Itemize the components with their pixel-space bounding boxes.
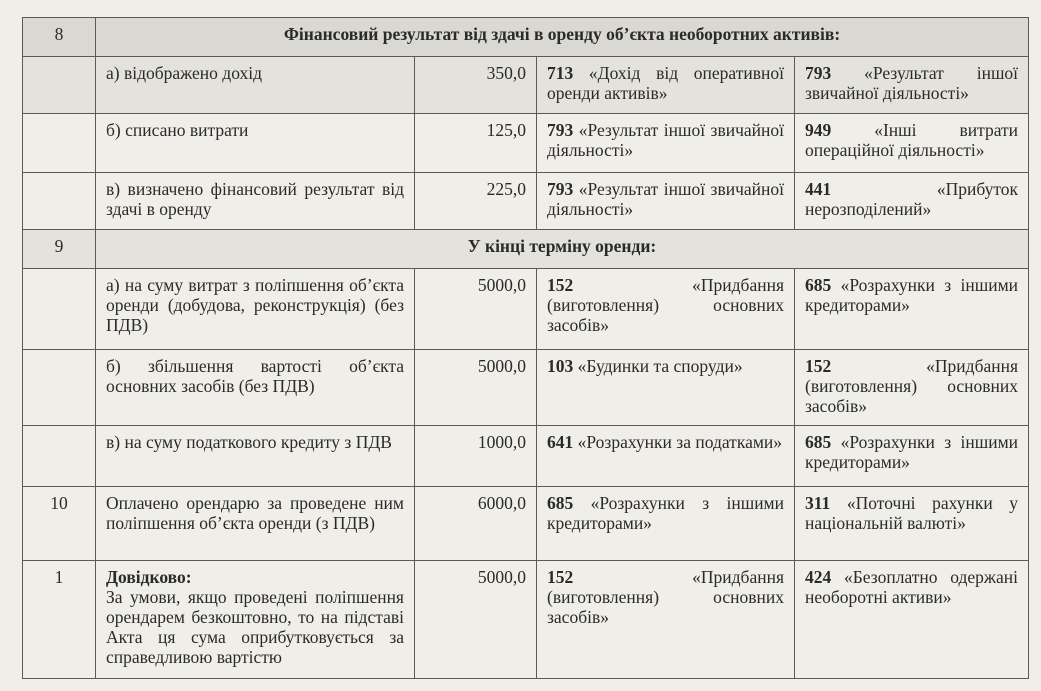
amount: 5000,0: [415, 350, 537, 426]
debit-code: 793: [547, 120, 574, 140]
credit-code: 424: [805, 567, 832, 587]
credit-account: [795, 173, 1029, 230]
credit-code: 441: [805, 179, 832, 199]
debit-name: «Придбання (виготовлення) основних засобів»: [547, 275, 784, 335]
row-number: [23, 173, 96, 230]
debit-account: [537, 426, 795, 487]
debit-code: 103: [547, 356, 574, 376]
credit-name: «Придбання (виготовлення) основних засобів»: [805, 356, 1019, 416]
debit-name: «Розрахунки за податками»: [577, 432, 783, 452]
debit-account: [537, 269, 795, 350]
debit-account: [537, 114, 795, 173]
credit-account: [795, 269, 1029, 350]
debit-name: «Розрахунки з іншими кредиторами»: [547, 493, 784, 533]
section-title: У кінці терміну оренди:: [96, 230, 1029, 269]
amount: 225,0: [415, 173, 537, 230]
credit-account: [795, 114, 1029, 173]
table-row: [23, 173, 1029, 230]
table-row: [23, 487, 1029, 561]
row-number: [23, 426, 96, 487]
credit-code: 311: [805, 493, 831, 513]
table-row: [23, 426, 1029, 487]
credit-name: «Розрахунки з іншими кредиторами»: [805, 432, 1019, 472]
credit-name: «Інші витрати операційної діяльності»: [805, 120, 1019, 160]
debit-name: «Дохід від оперативної оренди активів»: [547, 63, 785, 103]
section-row: [23, 18, 1029, 57]
reference-label: Довідково:: [106, 567, 192, 587]
credit-name: «Безоплатно одержані необоротні активи»: [805, 567, 1019, 607]
amount: 350,0: [415, 57, 537, 114]
credit-code: 793: [805, 63, 832, 83]
debit-code: 152: [547, 567, 574, 587]
table-row: [23, 114, 1029, 173]
row-number: 9: [23, 230, 96, 269]
debit-code: 713: [547, 63, 574, 83]
operation-description: [96, 561, 415, 679]
debit-account: [537, 487, 795, 561]
debit-name: «Результат іншої звичайної діяльності»: [547, 179, 784, 219]
section-title: Фінансовий результат від здачі в оренду об’єкта необоротних активів:: [96, 18, 1029, 57]
credit-code: 685: [805, 432, 832, 452]
amount: 5000,0: [415, 561, 537, 679]
debit-code: 793: [547, 179, 574, 199]
table-row: [23, 269, 1029, 350]
debit-name: «Придбання (виготовлення) основних засобів»: [547, 567, 784, 627]
credit-account: [795, 57, 1029, 114]
amount: 1000,0: [415, 426, 537, 487]
credit-code: 685: [805, 275, 832, 295]
operation-description: Оплачено орендарю за проведене ним поліпшення об’єкта оренди (з ПДВ): [96, 487, 415, 561]
row-number: [23, 57, 96, 114]
section-row: [23, 230, 1029, 269]
amount: 125,0: [415, 114, 537, 173]
table-row: [23, 350, 1029, 426]
operation-description: в) визначено фінансовий результат від здачі в оренду: [96, 173, 415, 230]
row-number: 10: [23, 487, 96, 561]
debit-code: 641: [547, 432, 574, 452]
operation-description: а) на суму витрат з поліпшення об’єкта оренди (добудова, реконструкція) (без ПДВ): [96, 269, 415, 350]
credit-code: 949: [805, 120, 832, 140]
operation-description: а) відображено дохід: [96, 57, 415, 114]
table-row: [23, 57, 1029, 114]
table-row: [23, 561, 1029, 679]
operation-description: в) на суму податкового кредиту з ПДВ: [96, 426, 415, 487]
credit-code: 152: [805, 356, 832, 376]
credit-name: «Результат іншої звичайної діяльності»: [805, 63, 1019, 103]
amount: 6000,0: [415, 487, 537, 561]
debit-code: 685: [547, 493, 574, 513]
accounting-entries-table: [22, 17, 1029, 679]
row-number: [23, 350, 96, 426]
debit-name: «Будинки та споруди»: [577, 356, 743, 376]
debit-account: [537, 57, 795, 114]
debit-account: [537, 561, 795, 679]
table-body: [23, 18, 1029, 679]
row-number: [23, 114, 96, 173]
debit-account: [537, 350, 795, 426]
credit-name: «Розрахунки з іншими кредиторами»: [805, 275, 1019, 315]
debit-account: [537, 173, 795, 230]
credit-account: [795, 426, 1029, 487]
credit-account: [795, 561, 1029, 679]
credit-account: [795, 487, 1029, 561]
operation-description: б) збільшення вартості об’єкта основних засобів (без ПДВ): [96, 350, 415, 426]
amount: 5000,0: [415, 269, 537, 350]
operation-description: б) списано витрати: [96, 114, 415, 173]
debit-code: 152: [547, 275, 574, 295]
row-number: [23, 269, 96, 350]
reference-text: За умови, якщо проведені поліпшення орендарем безкоштовно, то на підставі Акта ця сума оприбутковується за справедливою вартістю: [106, 587, 404, 667]
row-number: 8: [23, 18, 96, 57]
row-number: 1: [23, 561, 96, 679]
credit-account: [795, 350, 1029, 426]
credit-name: «Прибуток нерозподілений»: [805, 179, 1019, 219]
credit-name: «Поточні рахунки у національній валюті»: [805, 493, 1019, 533]
debit-name: «Результат іншої звичайної діяльності»: [547, 120, 784, 160]
